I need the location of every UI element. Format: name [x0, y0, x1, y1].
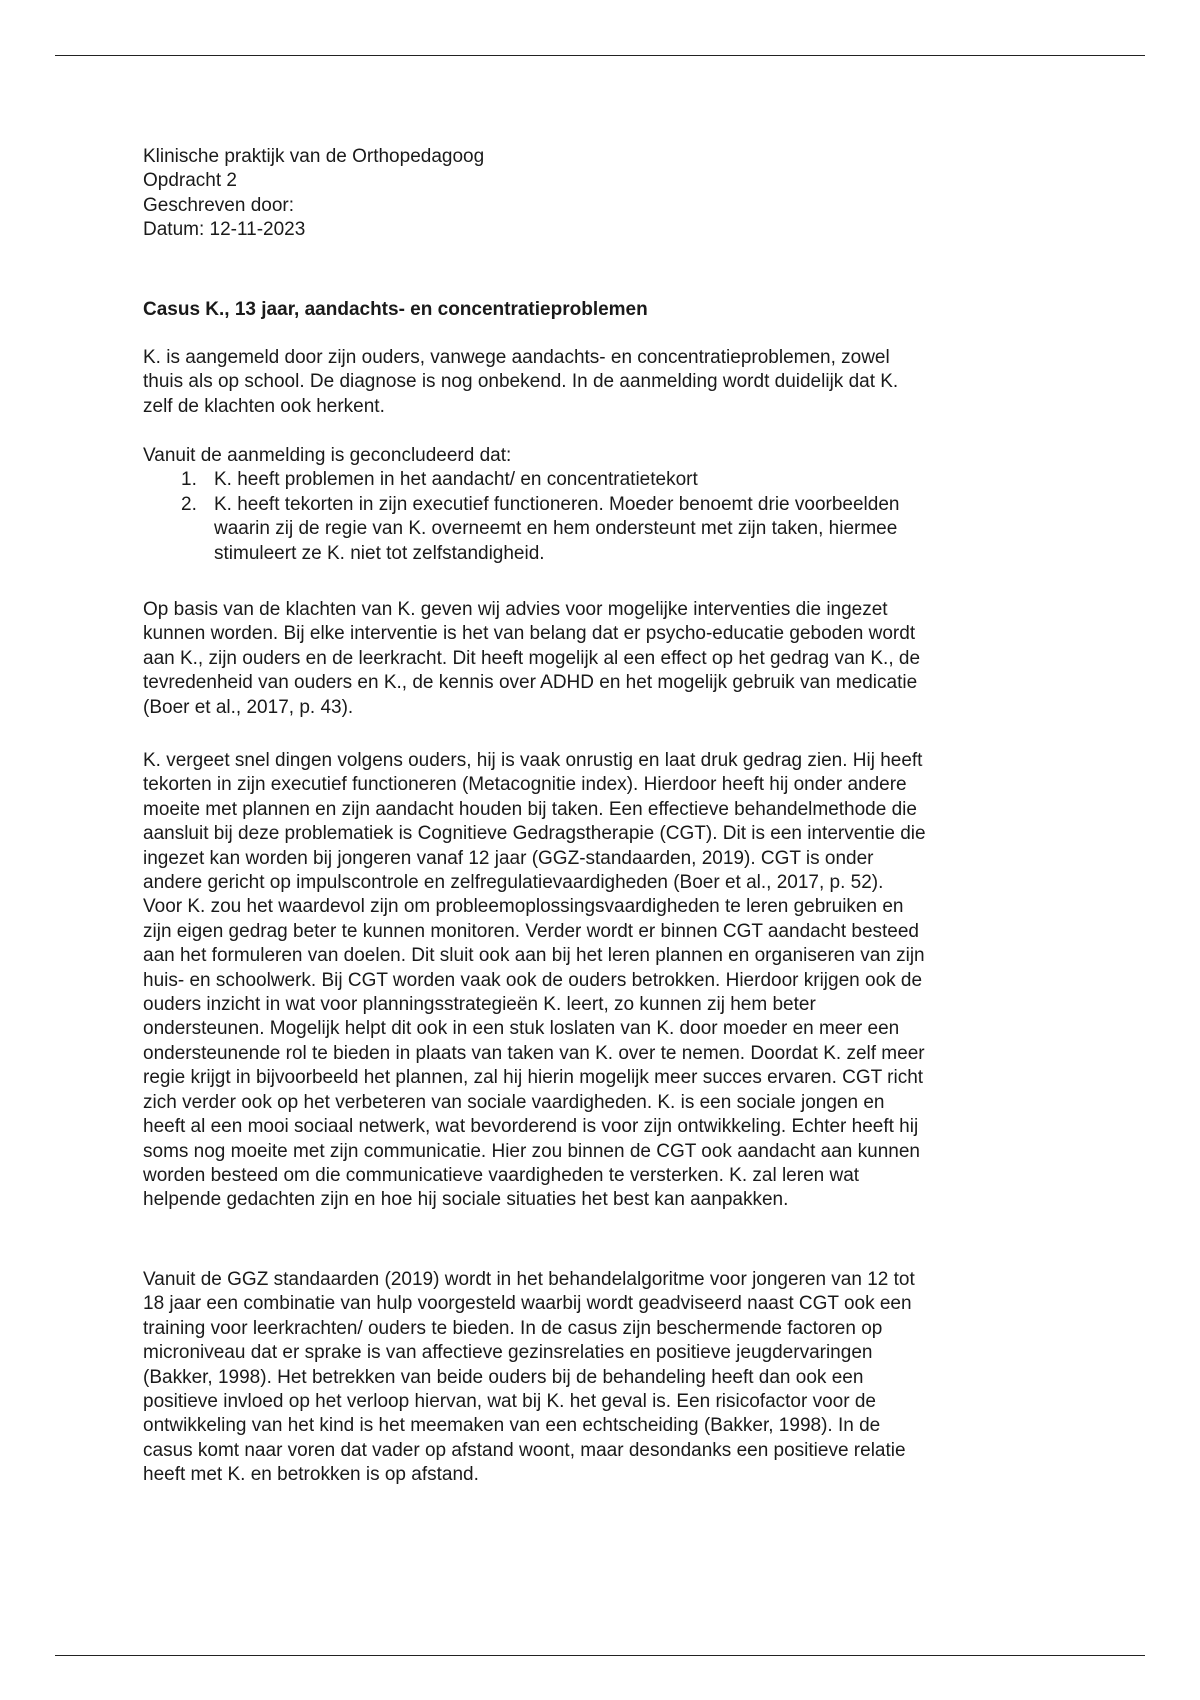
text-line: soms nog moeite met zijn communicatie. Hier zou binnen de CGT ook aandacht aan kunnen	[143, 1140, 920, 1162]
list-item-line	[143, 493, 899, 517]
list-item-line	[143, 517, 899, 541]
conclusion-intro: Vanuit de aanmelding is geconcludeerd dat:	[143, 445, 512, 466]
paragraph-2	[143, 598, 920, 720]
header-line: Opdracht 2	[143, 170, 237, 192]
list-item-text: stimuleert ze K. niet tot zelfstandigheid.	[214, 542, 545, 564]
text-line: K. is aangemeld door zijn ouders, vanwege aandachts- en concentratieproblemen, zowel	[143, 347, 890, 368]
bottom-rule	[55, 1655, 1145, 1656]
text-line: tekorten in zijn executief functioneren (Metacognitie index). Hierdoor heeft hij onder andere	[143, 774, 907, 796]
list-item-line	[143, 468, 899, 492]
text-line: worden besteed om die communicatieve vaardigheden te versterken. K. zal leren wat	[143, 1164, 860, 1186]
text-line: zelf de klachten ook herkent.	[143, 395, 385, 417]
paragraph-4	[143, 1268, 915, 1488]
list-item-text: K. heeft problemen in het aandacht/ en concentratietekort	[214, 469, 698, 491]
text-line: helpende gedachten zijn en hoe hij sociale situaties het best kan aanpakken.	[143, 1189, 789, 1211]
header-line: Klinische praktijk van de Orthopedagoog	[143, 146, 485, 167]
text-line: huis- en schoolwerk. Bij CGT worden vaak ook de ouders betrokken. Hierdoor krijgen ook de	[143, 969, 923, 991]
text-line: K. vergeet snel dingen volgens ouders, hij is vaak onrustig en laat druk gedrag zien. Hij heeft	[143, 750, 923, 771]
text-line: zijn eigen gedrag beter te kunnen monitoren. Verder wordt er binnen CGT aandacht besteed	[143, 920, 919, 942]
list-item-text: K. heeft tekorten in zijn executief functioneren. Moeder benoemt drie voorbeelden	[214, 493, 900, 515]
text-line: zich verder ook op het verbeteren van sociale vaardigheden. K. is een sociale jongen en	[143, 1091, 885, 1113]
text-line: Op basis van de klachten van K. geven wij advies voor mogelijke interventies die ingezet	[143, 599, 888, 620]
document-header	[143, 145, 484, 243]
text-line: (Boer et al., 2017, p. 43).	[143, 696, 354, 718]
text-line: (Bakker, 1998). Het betrekken van beide ouders bij de behandeling heeft dan ook een	[143, 1366, 864, 1388]
paragraph-1	[143, 346, 898, 419]
text-line: heeft al een mooi sociaal netwerk, wat bevorderend is voor zijn ontwikkeling. Echter heeft hij	[143, 1116, 919, 1138]
text-line: ontwikkeling van het kind is het meemaken van een echtscheiding (Bakker, 1998). In de	[143, 1415, 881, 1437]
text-line: ouders inzicht in wat voor planningsstrategieën K. leert, zo kunnen zij hem beter	[143, 994, 816, 1016]
text-line: positieve invloed op het verloop hiervan, wat bij K. het geval is. Een risicofactor voor de	[143, 1391, 876, 1413]
text-line: aan K., zijn ouders en de leerkracht. Dit heeft mogelijk al een effect op het gedrag van K., de	[143, 647, 921, 669]
list-item-line	[143, 542, 899, 566]
text-line: tevredenheid van ouders en K., de kennis over ADHD en het mogelijk gebruik van medicatie	[143, 672, 918, 694]
text-line: microniveau dat er sprake is van affectieve gezinsrelaties en positieve jeugdervaringen	[143, 1342, 873, 1364]
text-line: kunnen worden. Bij elke interventie is het van belang dat er psycho-educatie geboden wordt	[143, 623, 916, 645]
conclusion-section	[143, 444, 899, 566]
paragraph-3	[143, 749, 926, 1213]
text-line: Vanuit de GGZ standaarden (2019) wordt in het behandelalgoritme voor jongeren van 12 tot	[143, 1269, 915, 1290]
list-number: 1.	[181, 469, 197, 491]
text-line: casus komt naar voren dat vader op afstand woont, maar desondanks een positieve relatie	[143, 1439, 906, 1461]
text-line: aan het formuleren van doelen. Dit sluit ook aan bij het leren plannen en organiseren van zijn	[143, 945, 925, 967]
text-line: aansluit bij deze problematiek is Cognitieve Gedragstherapie (CGT). Dit is een interventie die	[143, 823, 926, 845]
document-title: Casus K., 13 jaar, aandachts- en concentratieproblemen	[143, 299, 648, 320]
list-item-text: waarin zij de regie van K. overneemt en hem ondersteunt met zijn taken, hiermee	[214, 518, 898, 540]
text-line: ingezet kan worden bij jongeren vanaf 12 jaar (GGZ-standaarden, 2019). CGT is onder	[143, 847, 874, 869]
text-line: ondersteunen. Mogelijk helpt dit ook in een stuk loslaten van K. door moeder en meer een	[143, 1018, 900, 1040]
header-line: Datum: 12-11-2023	[143, 219, 306, 241]
text-line: ondersteunende rol te bieden in plaats van taken van K. over te nemen. Doordat K. zelf meer	[143, 1042, 925, 1064]
text-line: training voor leerkrachten/ ouders te bieden. In de casus zijn beschermende factoren op	[143, 1317, 883, 1339]
text-line: andere gericht op impulscontrole en zelfregulatievaardigheden (Boer et al., 2017, p. 52).	[143, 872, 884, 894]
top-rule	[55, 55, 1145, 56]
text-line: 18 jaar een combinatie van hulp voorgesteld waarbij wordt geadviseerd naast CGT ook een	[143, 1293, 912, 1315]
text-line: heeft met K. en betrokken is op afstand.	[143, 1464, 479, 1486]
list-number: 2.	[181, 493, 197, 515]
header-line: Geschreven door:	[143, 194, 295, 216]
text-line: thuis als op school. De diagnose is nog onbekend. In de aanmelding wordt duidelijk dat K.	[143, 371, 899, 393]
text-line: regie krijgt in bijvoorbeeld het plannen, zal hij hierin mogelijk meer succes ervaren. CGT richt	[143, 1067, 924, 1089]
numbered-list	[143, 468, 899, 566]
text-line: moeite met plannen en zijn aandacht houden bij taken. Een effectieve behandelmethode die	[143, 798, 917, 820]
text-line: Voor K. zou het waardevol zijn om probleemoplossingsvaardigheden te leren gebruiken en	[143, 896, 904, 918]
